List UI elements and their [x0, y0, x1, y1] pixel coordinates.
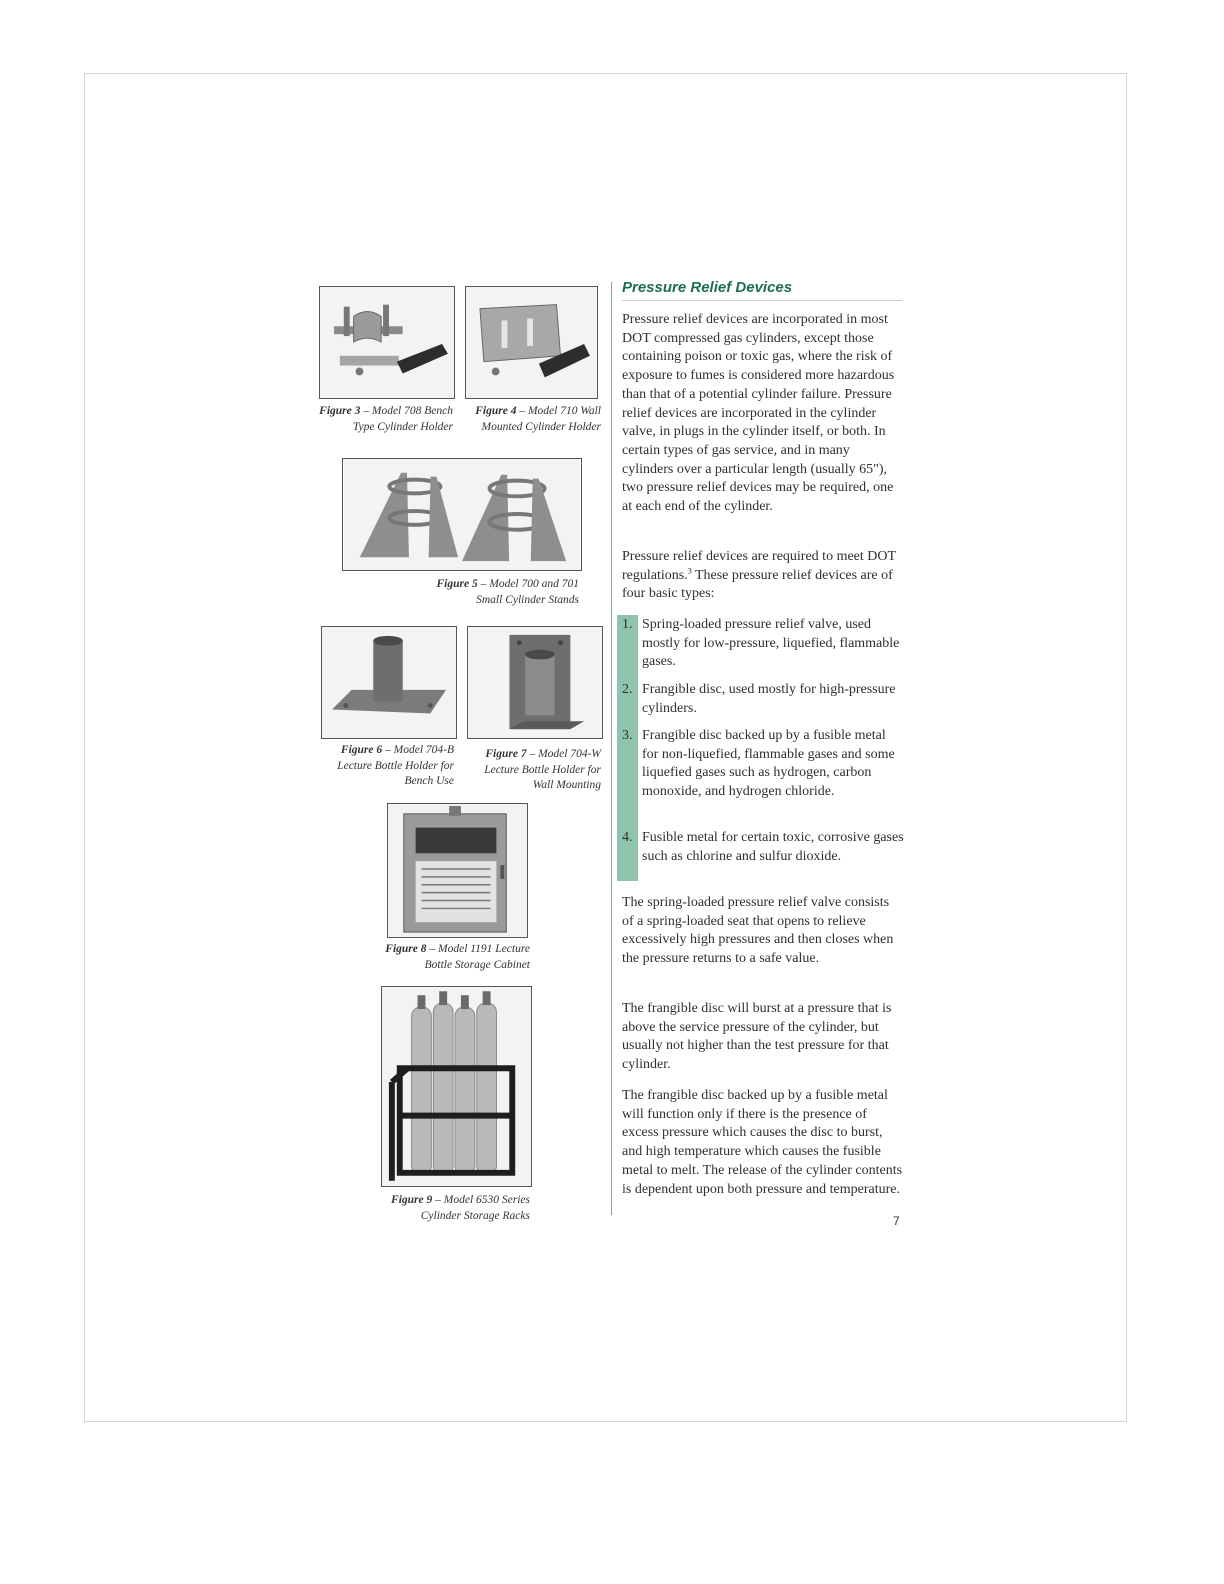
intro-paragraph: Pressure relief devices are incorporated in most DOT compressed gas cylinders, except those containing poison or toxic gas, where the risk of exposure to fumes is considered more hazardous than that of a potential cylinder failure. Pressure relief devices are incorporated in the cylinder valve, in plugs in the cylinder itself, or both. In certain types of gas service, and in many cylinders over a particular length (usually 65"), two pressure relief devices may be required, one at each end of the cylinder. [622, 312, 895, 515]
frangible-paragraph: The frangible disc will burst at a pressure that is above the service pressure of the cylinder, but usually not higher than the test pressure for that cylinder. [622, 1001, 892, 1073]
list-item: 1. Spring-loaded pressure relief valve, used mostly for low-pressure, liquefied, flammable gases. [622, 617, 900, 670]
figure-4-caption: Figure 4 – Model 710 Wall Mounted Cylinder Holder [475, 405, 601, 433]
figure-7-photo [467, 626, 603, 739]
regulations-paragraph: Pressure relief devices are required to meet DOT regulations.$^3$ These pressure relief devices are of four basic types: [622, 549, 896, 602]
column-divider [611, 282, 612, 1215]
figure-8-caption: Figure 8 – Model 1191 Lecture Bottle Storage Cabinet [385, 943, 530, 971]
page-number: 7 [893, 1214, 900, 1228]
figure-6-caption: Figure 6 – Model 704-B Lecture Bottle Holder for Bench Use [337, 744, 454, 787]
footnote-ref: 3 [687, 566, 692, 576]
fusible-paragraph: The frangible disc backed up by a fusible metal will function only if there is the presence of excess pressure which causes the disc to burst, and high temperature which causes the fusible metal to melt. The release of the cylinder contents is dependent upon both pressure and temperature. [622, 1088, 903, 1197]
section-heading: Pressure Relief Devices [622, 279, 902, 301]
figure-3-photo [319, 286, 455, 399]
figure-3-caption: Figure 3 – Model 708 Bench Type Cylinder Holder [319, 405, 453, 433]
figure-7-caption: Figure 7 – Model 704-W Lecture Bottle Holder for Wall Mounting [484, 748, 601, 791]
spring-loaded-paragraph: The spring-loaded pressure relief valve consists of a spring-loaded seat that opens to relieve excessively high pressures and then closes when the pressure returns to a safe value. [622, 895, 894, 967]
figure-9-caption: Figure 9 – Model 6530 Series Cylinder Storage Racks [391, 1194, 530, 1222]
figure-8-photo [387, 803, 528, 938]
figure-6-photo [321, 626, 457, 739]
figure-9-photo [381, 986, 532, 1187]
figure-4-photo [465, 286, 598, 399]
figure-5-photo [342, 458, 582, 571]
list-item: 2. Frangible disc, used mostly for high-pressure cylinders. [622, 682, 896, 716]
list-item: 4. Fusible metal for certain toxic, corrosive gases such as chlorine and sulfur dioxide. [622, 830, 904, 864]
list-item: 3. Frangible disc backed up by a fusible metal for non-liquefied, flammable gases and some liquefied gases such as hydrogen, carbon monoxide, and hydrogen chloride. [622, 728, 895, 800]
figure-5-caption: Figure 5 – Model 700 and 701 Small Cylinder Stands [436, 578, 579, 606]
page-frame [84, 73, 1127, 1422]
